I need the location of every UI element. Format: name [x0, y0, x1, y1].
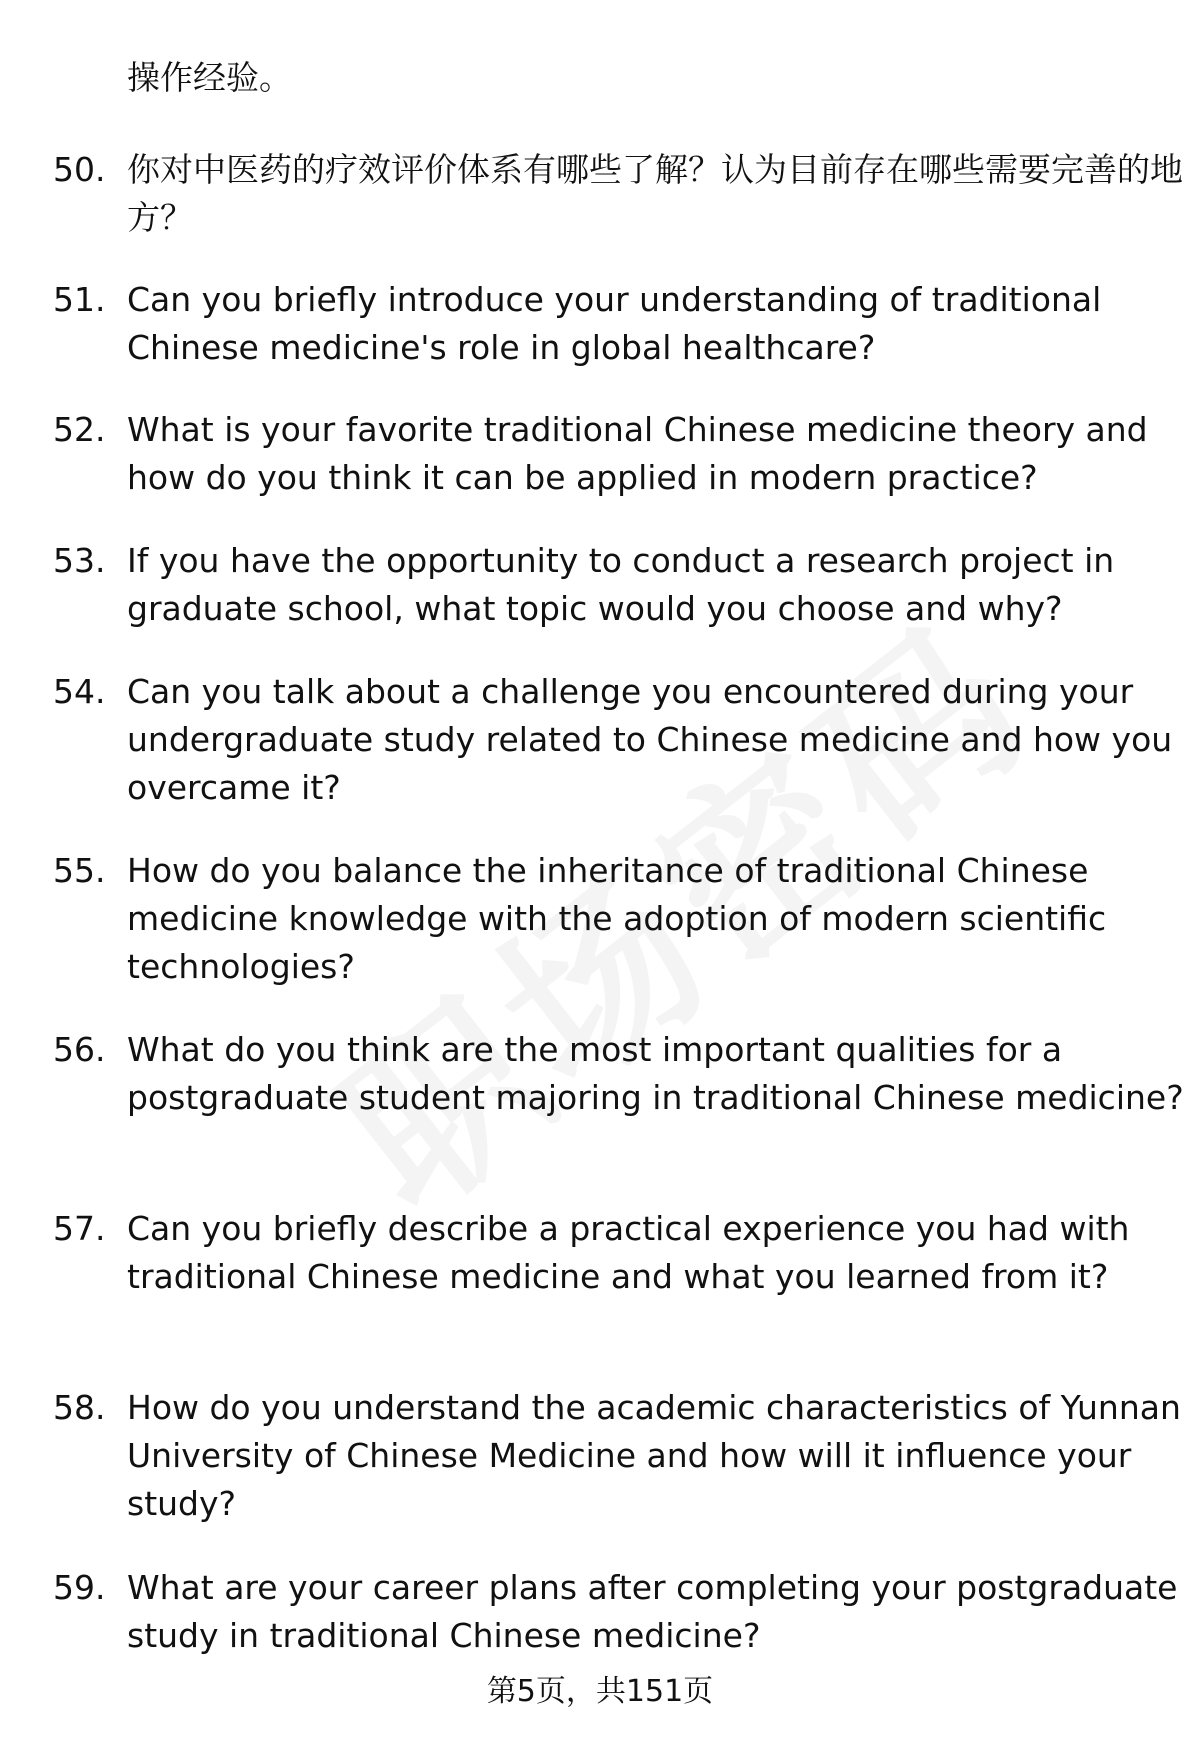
question-number: 59. [53, 1568, 106, 1607]
question-text: How do you understand the academic characteristics of Yunnan University of Chinese Medicine and how will it influence your study? [127, 1388, 1181, 1523]
page-number-label: 第5页，共151页 [486, 1674, 714, 1709]
question-text: Can you briefly introduce your understanding of traditional Chinese medicine's role in global healthcare? [127, 280, 1102, 367]
question-text: What are your career plans after completing your postgraduate study in traditional Chinese medicine? [127, 1568, 1178, 1655]
question-text: Can you talk about a challenge you encountered during your undergraduate study related to Chinese medicine and how you overcame it? [127, 672, 1173, 807]
question-number: 54. [53, 672, 106, 711]
question-number: 58. [53, 1388, 106, 1427]
question-number: 55. [53, 851, 106, 890]
question-number: 51. [53, 280, 106, 319]
question-text: What do you think are the most important qualities for a postgraduate student majoring in traditional Chinese medicine? [127, 1030, 1184, 1117]
question-text: 你对中医药的疗效评价体系有哪些了解？认为目前存在哪些需要完善的地方？ [127, 150, 1183, 237]
page-footer [0, 1672, 1200, 1712]
question-text: Can you briefly describe a practical experience you had with traditional Chinese medicine and what you learned from it? [127, 1209, 1130, 1296]
question-number: 53. [53, 541, 106, 580]
question-text: If you have the opportunity to conduct a research project in graduate school, what topic would you choose and why? [127, 541, 1115, 628]
question-text: How do you balance the inheritance of traditional Chinese medicine knowledge with the adoption of modern scientific technologies? [127, 851, 1107, 986]
question-number: 57. [53, 1209, 106, 1248]
question-text: What is your favorite traditional Chinese medicine theory and how do you think it can be applied in modern practice? [127, 410, 1148, 497]
question-number: 56. [53, 1030, 106, 1069]
continuation-text: 操作经验。 [127, 58, 292, 97]
question-number: 50. [53, 150, 106, 189]
question-number: 52. [53, 410, 106, 449]
